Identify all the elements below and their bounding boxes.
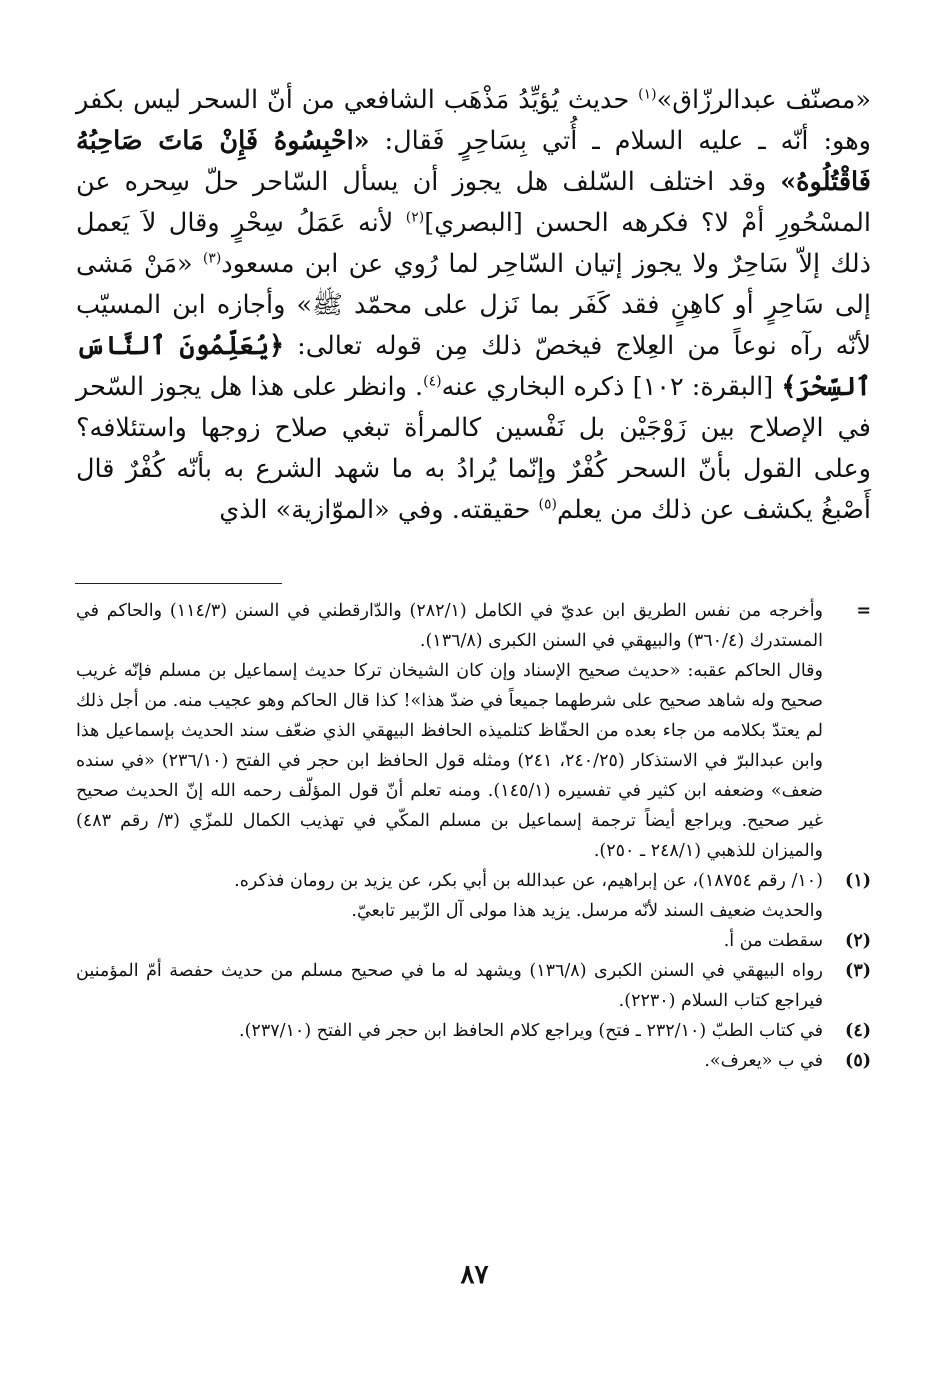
footnote-marker: (٢) (845, 931, 871, 951)
main-text-block (76, 80, 871, 531)
footnote (76, 926, 871, 956)
quoted-text: ﴿يُعَلِّمُونَ ٱلنَّاسَ ٱلسِّحْرَ﴾ (76, 331, 871, 402)
footnote (76, 596, 871, 866)
footnote-body (76, 926, 823, 956)
footnote-reference: (٢) (405, 209, 425, 226)
footnote (76, 956, 871, 1016)
text-run: حقيقته. وفي «الموّازية» الذي (219, 495, 539, 525)
footnote-body (76, 1046, 823, 1076)
main-paragraph (76, 80, 871, 531)
footnote-reference: (١) (638, 86, 657, 103)
footnote-paragraph: والحديث ضعيف السند لأنّه مرسل. يزيد هذا مولى آل الزّبير تابعيّ. (351, 901, 823, 921)
footnote (76, 866, 871, 926)
footnote-body (76, 596, 823, 866)
text-run: وقد اختلف السّلف هل يجوز أن يسأل السّاحر حلّ سِحره عن المسْحُورِ أمْ لا؟ فكرهه الحسن [البصري] (76, 167, 871, 238)
footnote-body (76, 1016, 823, 1046)
footnote-marker: (٥) (845, 1051, 871, 1071)
footnote (76, 1046, 871, 1076)
footnote-paragraph: في ب «يعرف». (704, 1051, 823, 1071)
footnote-paragraph: رواه البيهقي في السنن الكبرى (١٣٦/٨) ويشهد له ما في صحيح مسلم من حديث حفصة أمّ المؤمنين فيراجع كتاب السلام (٢٢٣٠). (76, 961, 823, 1011)
text-run: [البقرة: ١٠٢] ذكره البخاري عنه (441, 372, 782, 402)
text-run: «مصنّف عبدالرزّاق» (656, 85, 872, 115)
footnote-marker: (١) (845, 871, 871, 891)
footnote-body (76, 866, 823, 926)
footnote-paragraph: سقطت من أ. (723, 931, 823, 951)
footnote (76, 1016, 871, 1046)
footnote-paragraph: وأخرجه من نفس الطريق ابن عديّ في الكامل (٢٨٢/١) والدّارقطني في السنن (١١٤/٣) والحاكم في المستدرك (٣٦٠/٤) والبيهقي في السنن الكبرى (١٣٦/٨). (76, 601, 824, 651)
page-number: ٨٧ (460, 1260, 489, 1290)
footnote-reference: (٣) (202, 250, 222, 267)
footnote-paragraph: وقال الحاكم عقبه: «حديث صحيح الإسناد وإن كان الشيخان تركا حديث إسماعيل بن مسلم فإنّه غريب صحيح وله شاهد صحيح على شرطهما جميعاً في ضدّ هذا»! كذا قال الحاكم وهو عجيب منه. من أجل ذلك لم يعتدّ بكلامه من جاء بعده من الحفّاظ كتلميذه الحافظ البيهقي الذي ضعّف سند الحديث بإسماعيل هذا وابن عبدالبرّ في الاستذكار (٢٤٠/٢٥، ٢٤١) ومثله قول الحافظ ابن حجر في الفتح (٢٣٦/١٠) «في سنده ضعف» وضعفه ابن كثير في تفسيره (١٤٥/١). ومنه تعلم أنّ قول المؤلّف رحمه الله إنّ الحديث صحيح غير صحيح. ويراجع أيضاً ترجمة إسماعيل بن مسلم المكّي في تهذيب الكمال للمزّي (٣/ رقم ٤٨٣) والميزان للذهبي (٢٤٨/١ ـ ٢٥٠). (76, 661, 824, 861)
footnotes-block (76, 596, 871, 1076)
footnote-separator-line (75, 583, 282, 584)
footnote-reference: (٤) (423, 373, 442, 390)
footnote-marker: (٤) (845, 1021, 871, 1041)
quoted-text: «احْبِسُوهُ فَإِنْ مَاتَ صَاحِبُهُ فَاقْتُلُوهُ» (76, 126, 871, 197)
text-run: «مَنْ مَشى إلى سَاحِرٍ أو كاهِنٍ فقد كَفَر بما نَزل على محمّد ﷺ» وأجازه ابن المسيّب لأنّه رآه نوعاً من العِلاج فيخصّ ذلك مِن قوله تعالى: (76, 249, 871, 361)
footnote-marker: (٣) (845, 961, 871, 981)
text-run: لأنه عَمَلُ سِحْرٍ وقال لاَ يَعمل ذلك إلاّ سَاحِرٌ ولا يجوز إتيان السّاحِر لما رُوي عن ابن مسعود (76, 208, 871, 279)
text-run: حديث يُؤيِّدُ مَذْهَب الشافعي من أنّ السحر ليس بكفر وهو: أنّه ـ عليه السلام ـ أُتي بِسَاحِرٍ فَقال: (76, 85, 871, 156)
footnote-reference: (٥) (538, 496, 558, 513)
footnote-paragraph: (١٠/ رقم ١٨٧٥٤)، عن إبراهيم، عن عبدالله بن أبي بكر، عن يزيد بن رومان فذكره. (234, 871, 823, 891)
footnote-paragraph: في كتاب الطبّ (٢٣٢/١٠ ـ فتح) ويراجع كلام الحافظ ابن حجر في الفتح (٢٣٧/١٠). (239, 1021, 823, 1041)
text-run: . وانظر على هذا هل يجوز السّحر في الإصلاح بين زَوْجَيْن بل نَفْسين كالمرأة تبغي صلاح زوجها واستئلافه؟ وعلى القول بأنّ السحر كُفْرٌ وإنّما يُرادُ به ما شهد الشرع به بأنّه كُفْرٌ قال أَصْبغُ يكشف عن ذلك من يعلم (76, 372, 871, 525)
footnote-body (76, 956, 823, 1016)
footnote-marker: = (856, 601, 871, 621)
